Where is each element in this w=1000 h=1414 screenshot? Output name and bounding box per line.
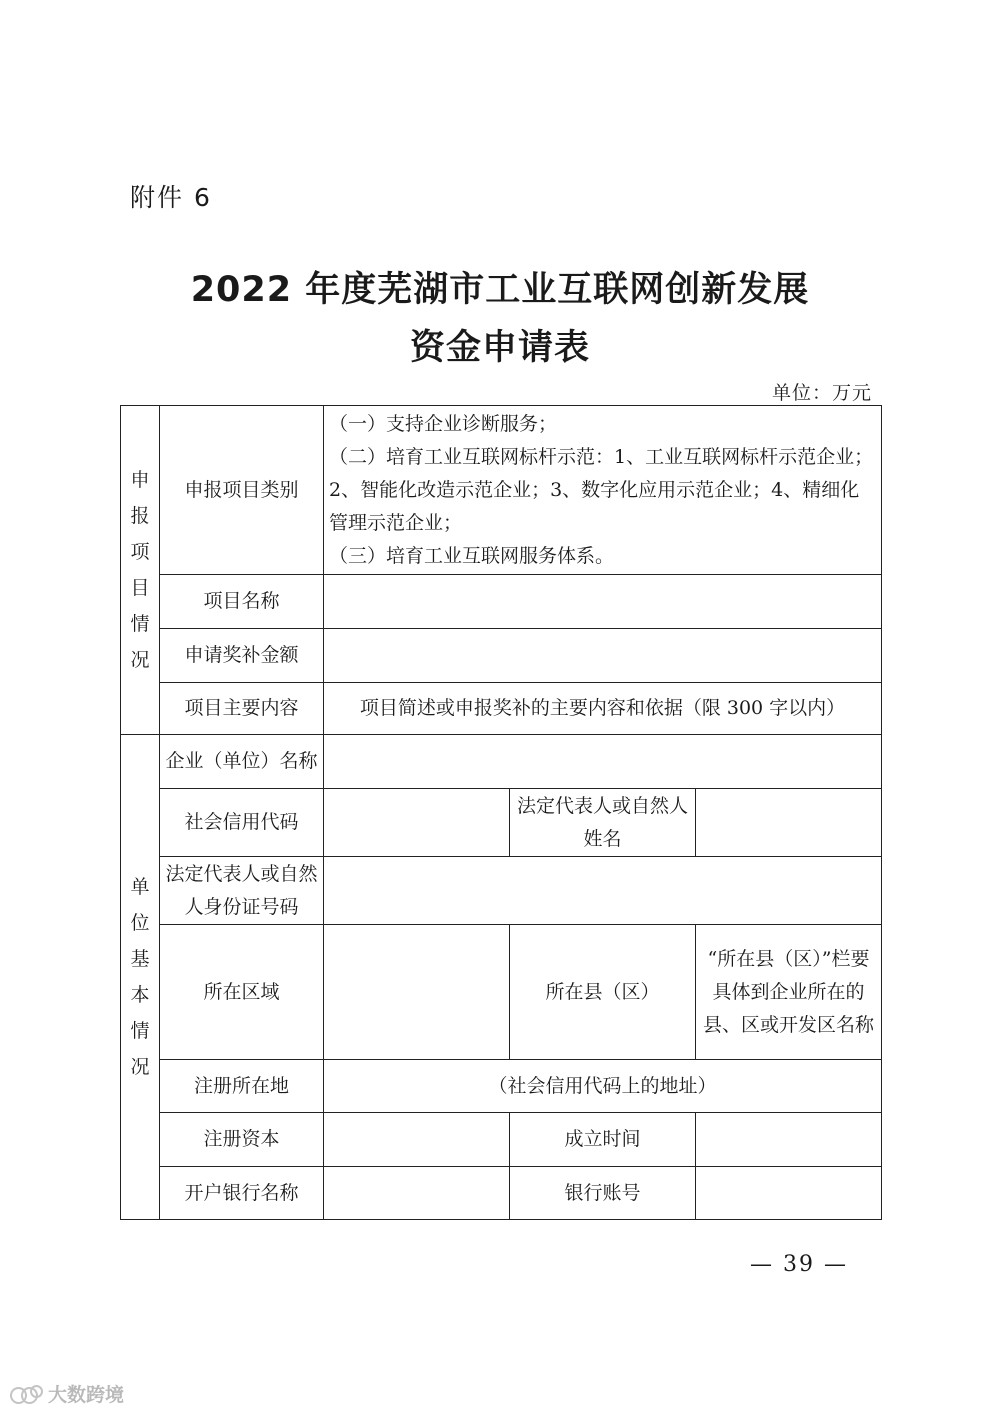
amount-field[interactable] bbox=[324, 629, 882, 683]
page-title-line1: 2022 年度芜湖市工业互联网创新发展 bbox=[190, 270, 810, 310]
project-name-field[interactable] bbox=[324, 575, 882, 629]
section-label-project: 申报项目情况 bbox=[121, 406, 160, 735]
bank-name-field[interactable] bbox=[324, 1167, 510, 1220]
watermark-logo-icon bbox=[10, 1384, 44, 1404]
amount-label: 申请奖补金额 bbox=[160, 629, 324, 683]
legal-rep-name-field[interactable] bbox=[696, 789, 882, 857]
credit-code-label: 社会信用代码 bbox=[160, 789, 324, 857]
watermark-text: 大数跨境 bbox=[48, 1384, 125, 1406]
established-field[interactable] bbox=[696, 1113, 882, 1167]
region-label: 所在区域 bbox=[160, 925, 324, 1060]
bank-account-label: 银行账号 bbox=[510, 1167, 696, 1220]
project-name-label: 项目名称 bbox=[160, 575, 324, 629]
bank-name-label: 开户银行名称 bbox=[160, 1167, 324, 1220]
category-options bbox=[324, 406, 882, 575]
application-form-table bbox=[120, 405, 882, 1220]
reg-capital-field[interactable] bbox=[324, 1113, 510, 1167]
watermark bbox=[10, 1380, 124, 1407]
county-label: 所在县（区） bbox=[510, 925, 696, 1060]
reg-address-label: 注册所在地 bbox=[160, 1060, 324, 1113]
legal-rep-name-label: 法定代表人或自然人姓名 bbox=[510, 789, 696, 857]
content-label: 项目主要内容 bbox=[160, 683, 324, 735]
county-note[interactable]: “所在县（区）”栏要具体到企业所在的县、区或开发区名称 bbox=[696, 925, 882, 1060]
company-name-label: 企业（单位）名称 bbox=[160, 735, 324, 789]
content-field[interactable]: 项目简述或申报奖补的主要内容和依据（限 300 字以内） bbox=[324, 683, 882, 735]
credit-code-field[interactable] bbox=[324, 789, 510, 857]
category-option-2: （二）培育工业互联网标杆示范：1、工业互联网标杆示范企业；2、智能化改造示范企业；3、数字化应用示范企业；4、精细化管理示范企业； bbox=[329, 445, 874, 534]
company-name-field[interactable] bbox=[324, 735, 882, 789]
reg-address-field[interactable]: （社会信用代码上的地址） bbox=[324, 1060, 882, 1113]
page-number: — 39 — bbox=[750, 1252, 848, 1277]
page-title-line2: 资金申请表 bbox=[409, 328, 590, 368]
bank-account-field[interactable] bbox=[696, 1167, 882, 1220]
section-label-company: 单位基本情况 bbox=[121, 735, 160, 1220]
attachment-label: 附件 6 bbox=[130, 183, 212, 212]
unit-label: 单位：万元 bbox=[771, 382, 872, 404]
category-label: 申报项目类别 bbox=[160, 406, 324, 575]
region-field[interactable] bbox=[324, 925, 510, 1060]
id-number-field[interactable] bbox=[324, 857, 882, 925]
established-label: 成立时间 bbox=[510, 1113, 696, 1167]
reg-capital-label: 注册资本 bbox=[160, 1113, 324, 1167]
category-option-3: （三）培育工业互联网服务体系。 bbox=[329, 544, 615, 567]
category-option-1: （一）支持企业诊断服务； bbox=[329, 412, 558, 435]
id-number-label: 法定代表人或自然人身份证号码 bbox=[160, 857, 324, 925]
